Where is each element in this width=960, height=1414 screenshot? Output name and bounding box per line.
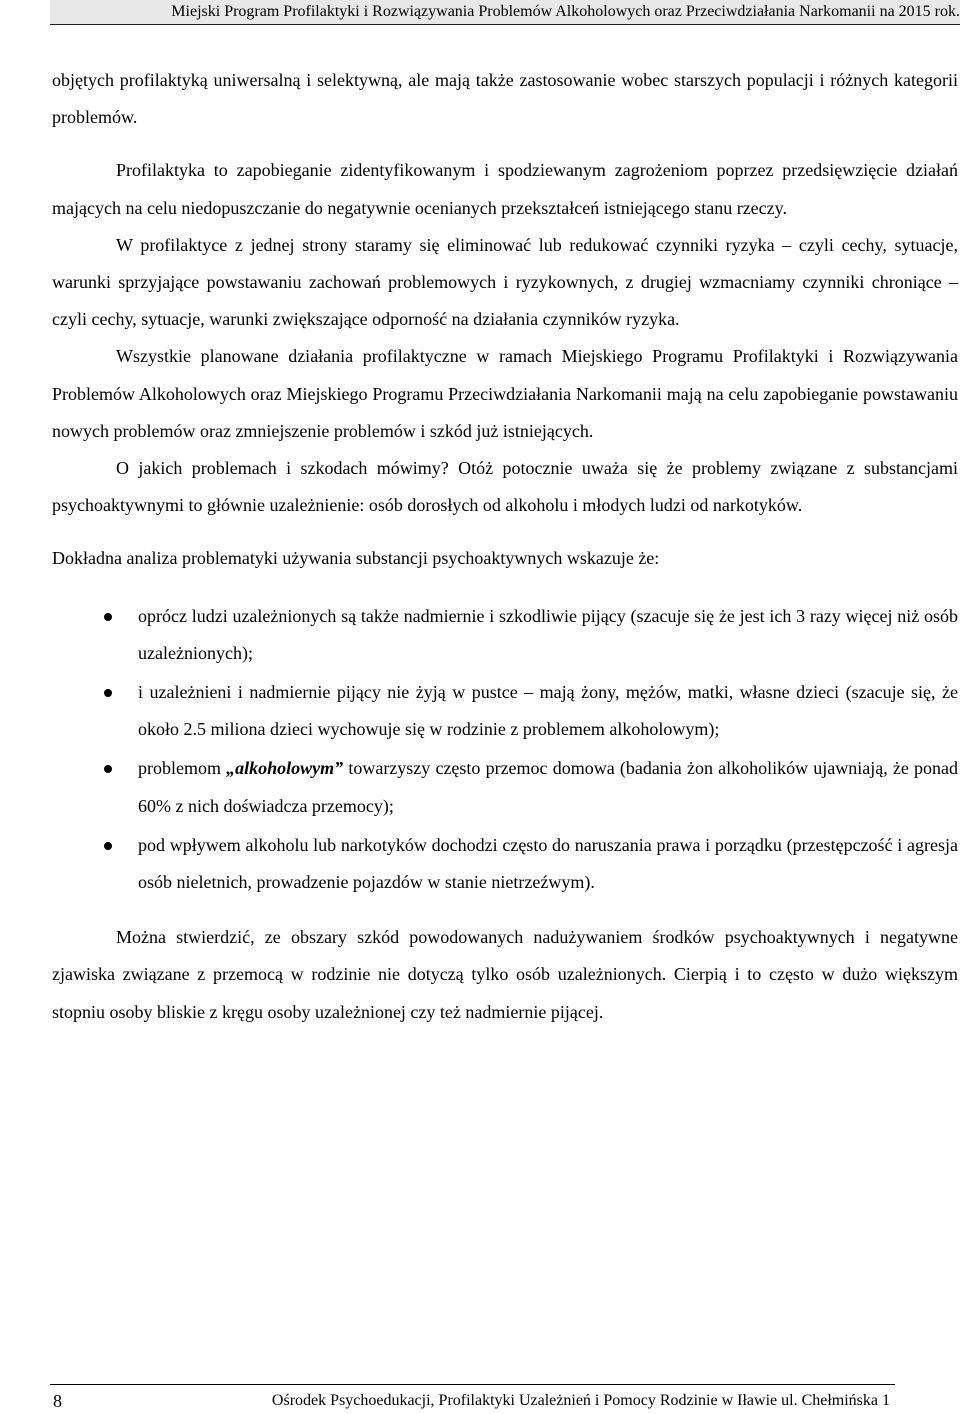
list-item-text: oprócz ludzi uzależnionych są także nadmiernie i szkodliwie pijący (szacuje się że jest ich 3 razy więcej niż osób uzależnionych); <box>138 605 958 663</box>
paragraph-program-actions: Wszystkie planowane działania profilaktyczne w ramach Miejskiego Programu Profilaktyki i Rozwiązywania Problemów Alkoholowych oraz Miejskiego Programu Przeciwdziałania Narkomanii mają na celu zapobieganie powstawaniu nowych problemów oraz zmniejszenie problemów i szkód już istniejących. <box>52 346 958 441</box>
list-item <box>52 827 958 901</box>
paragraph-prevention-definition: Profilaktyka to zapobieganie zidentyfikowanym i spodziewanym zagrożeniom poprzez przedsięwzięcie działań mających na celu niedopuszczanie do negatywnie ocenianych przekształceń istniejącego stanu rzeczy. <box>52 160 958 218</box>
list-item <box>52 598 958 672</box>
footer-divider <box>50 1384 895 1385</box>
paragraph-analysis-intro: Dokładna analiza problematyki używania substancji psychoaktywnych wskazuje że: <box>52 548 660 569</box>
bullet-icon <box>104 613 112 621</box>
paragraph-risk-factors: W profilaktyce z jednej strony staramy się eliminować lub redukować czynniki ryzyka – czyli cechy, sytuacje, warunki sprzyjające powstawaniu zachowań problemowych i ryzykownych, z drugiej wzmacniamy czynniki chroniące – czyli cechy, sytuacje, warunki zwiększające odporność na działania czynników ryzyka. <box>52 234 958 330</box>
list-item-text-after: towarzyszy często przemoc domowa (badania żon alkoholików ujawniają, że ponad 60% z nich doświadcza przemocy); <box>138 758 958 816</box>
problem-list <box>52 598 958 902</box>
list-item <box>52 674 958 748</box>
bullet-icon <box>104 689 112 697</box>
list-item-text: i uzależnieni i nadmiernie pijący nie żyją w pustce – mają żony, mężów, matki, własne dzieci (szacuje się, że około 2.5 miliona dzieci wychowuje się w rodzinie z problemem alkoholowym); <box>138 682 958 740</box>
list-item <box>52 750 958 824</box>
document-body <box>52 62 958 1031</box>
header-title: Miejski Program Profilaktyki i Rozwiązywania Problemów Alkoholowych oraz Przeciwdziałania Narkomanii na 2015 rok. <box>171 3 960 20</box>
list-item-text: pod wpływem alkoholu lub narkotyków dochodzi często do naruszania prawa i porządku (przestępczość i agresja osób nieletnich, prowadzenie pojazdów w stanie nietrzeźwym). <box>138 834 958 893</box>
page-number: 8 <box>53 1391 62 1411</box>
paragraph-conclusion: Można stwierdzić, ze obszary szkód powodowanych nadużywaniem środków psychoaktywnych i negatywne zjawiska związane z przemocą w rodzinie nie dotyczą tylko osób uzależnionych. Cierpią i to często w dużo większym stopniu osoby bliskie z kręgu osoby uzależnionej czy też nadmiernie pijącej. <box>52 927 958 1022</box>
page-header <box>50 0 960 25</box>
list-item-text-before: problemom <box>138 758 227 779</box>
paragraph-problems-question: O jakich problemach i szkodach mówimy? Otóż potocznie uważa się że problemy związane z substancjami psychoaktywnymi to głównie uzależnienie: osób dorosłych od alkoholu i młodych ludzi od narkotyków. <box>52 458 958 516</box>
bullet-icon <box>104 842 112 850</box>
emphasized-word: „alkoholowym” <box>226 758 344 779</box>
footer-text: Ośrodek Psychoedukacji, Profilaktyki Uzależnień i Pomocy Rodzinie w Iławie ul. Chełmińska 1 <box>271 1392 890 1409</box>
paragraph-continuation: objętych profilaktyką uniwersalną i selektywną, ale mają także zastosowanie wobec starszych populacji i różnych kategorii problemów. <box>52 70 958 128</box>
bullet-icon <box>104 765 112 773</box>
